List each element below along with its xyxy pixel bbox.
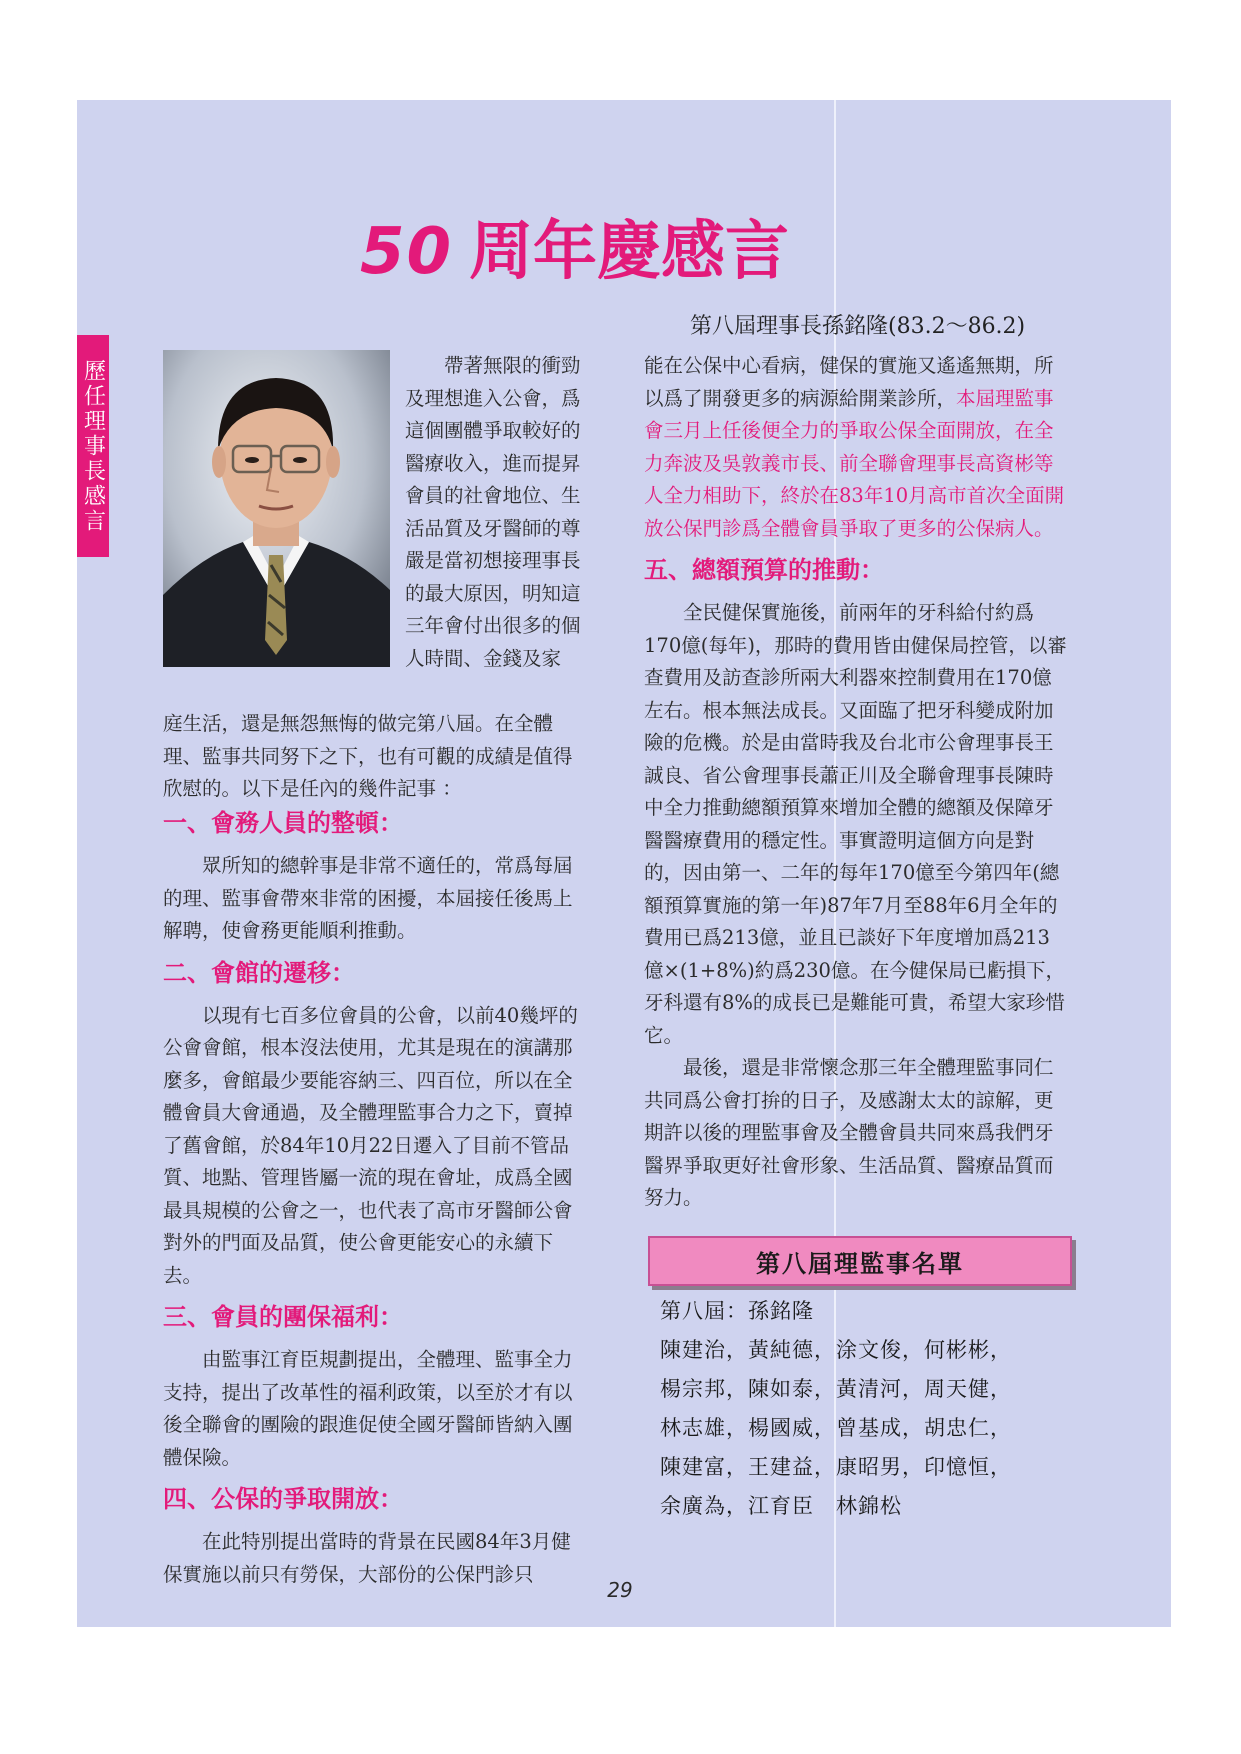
page-number: 29	[607, 1578, 633, 1602]
section-1-heading: 一、會務人員的整頓：	[163, 809, 403, 837]
roster-line: 陳建治，黃純德，涂文俊，何彬彬，	[660, 1338, 1012, 1362]
roster-title: 第八屆理監事名單	[648, 1236, 1072, 1286]
roster-line: 林志雄，楊國威，曾基成，胡忠仁，	[660, 1416, 1012, 1440]
roster-line: 陳建富，王建益，康昭男，印憶恒，	[660, 1455, 1012, 1479]
author-byline: 第八屆理事長孫銘隆(83.2～86.2)	[690, 314, 1026, 339]
portrait-image	[163, 350, 390, 667]
intro-text-full	[163, 708, 587, 806]
intro-paragraph-1: 帶著無限的衝勁及理想進入公會，爲這個團體爭取較好的醫療收入，進而提昇會員的社會地位、生活品質及牙醫師的尊嚴是當初想接理事長的最大原因，明知這三年會付出很多的個人時間、金錢及家	[405, 354, 581, 670]
section-4-continued	[644, 350, 1068, 545]
roster-line: 余廣為，江育臣 林錦松	[660, 1494, 902, 1518]
right-column	[644, 350, 1068, 1215]
section-2-heading: 二、會館的遷移：	[163, 958, 355, 987]
roster-list	[660, 1292, 1100, 1526]
section-4-highlight: 本屆理監事會三月上任後便全力的爭取公保全面開放，在全力奔波及吳敦義市長、前全聯會理事長高資彬等人全力相助下，終於在83年10月高市首次全面開放公保門診爲全體會員爭取了更多的公保病人。	[644, 386, 1065, 540]
section-1-body: 眾所知的總幹事是非常不適任的，常爲每屆的理、監事會帶來非常的困擾，本屆接任後馬上解聘，使會務更能順利推動。	[163, 854, 573, 942]
intro-paragraph-2: 庭生活，還是無怨無悔的做完第八屆。在全體理、監事共同努下之下，也有可觀的成績是值得欣慰的。以下是任內的幾件記事 ：	[163, 712, 573, 800]
section-4-heading: 四、公保的爭取開放：	[163, 1485, 403, 1513]
roster-line: 第八屆：孫銘隆	[660, 1299, 814, 1323]
left-column	[163, 798, 587, 1591]
section-4-continued-plain: 能在公保中心看病，健保的實施又遙遙無期，所以爲了開發更多的病源給開業診所，	[644, 354, 1054, 410]
section-5-body: 全民健保實施後，前兩年的牙科給付約爲170億(每年)，那時的費用皆由健保局控管，以審查費用及訪查診所兩大利器來控制費用在170億左右。根本無法成長。又面臨了把牙科變成附加險的危機。於是由當時我及台北市公會理事長王誠良、省公會理事長蕭正川及全聯會理事長陳時中全力推動總額預算來增加全體的總額及保障牙醫醫療費用的穩定性。事實證明這個方向是對的，因由第一、二年的每年170億至今第四年(總額預算實施的第一年)87年7月至88年6月全年的費用已爲213億，並且已談好下年度增加爲213億×(1+8%)約爲230億。在今健保局已虧損下，牙科還有8%的成長已是難能可貴，希望大家珍惜它。	[644, 601, 1067, 1047]
section-3-body: 由監事江育臣規劃提出，全體理、監事全力支持，提出了改革性的福利政策，以至於才有以後全聯會的團險的跟進促使全國牙醫師皆納入團體保險。	[163, 1348, 573, 1469]
section-4-body: 在此特別提出當時的背景在民國84年3月健保實施以前只有勞保，大部份的公保門診只	[163, 1530, 571, 1586]
section-3-heading: 三、會員的團保福利：	[163, 1303, 403, 1331]
section-5-heading: 五、總額預算的推動：	[644, 556, 884, 584]
closing-paragraph: 最後，還是非常懷念那三年全體理監事同仁共同爲公會打拚的日子，及感謝太太的諒解，更期許以後的理監事會及全體會員共同來爲我們牙醫界爭取更好社會形象、生活品質、醫療品質而努力。	[644, 1056, 1054, 1209]
page-title	[360, 200, 920, 290]
portrait-photo	[163, 350, 390, 667]
section-2-body: 以現有七百多位會員的公會，以前40幾坪的公會會館，根本沒法使用，尤其是現在的演講那麼多，會館最少要能容納三、四百位，所以在全體會員大會通過，及全體理監事合力之下，賣掉了舊會館，於84年10月22日遷入了目前不管品質、地點、管理皆屬一流的現在會址，成爲全國最具規模的公會之一，也代表了高市牙醫師公會對外的門面及品質，使公會更能安心的永續下去。	[163, 1003, 578, 1287]
side-tab: 歷任理事長感言	[77, 335, 109, 557]
title-number: 50	[360, 215, 454, 289]
intro-text-right	[405, 350, 587, 675]
roster-line: 楊宗邦，陳如泰，黃清河，周天健，	[660, 1377, 1012, 1401]
title-text: 周年慶感言	[469, 215, 790, 289]
